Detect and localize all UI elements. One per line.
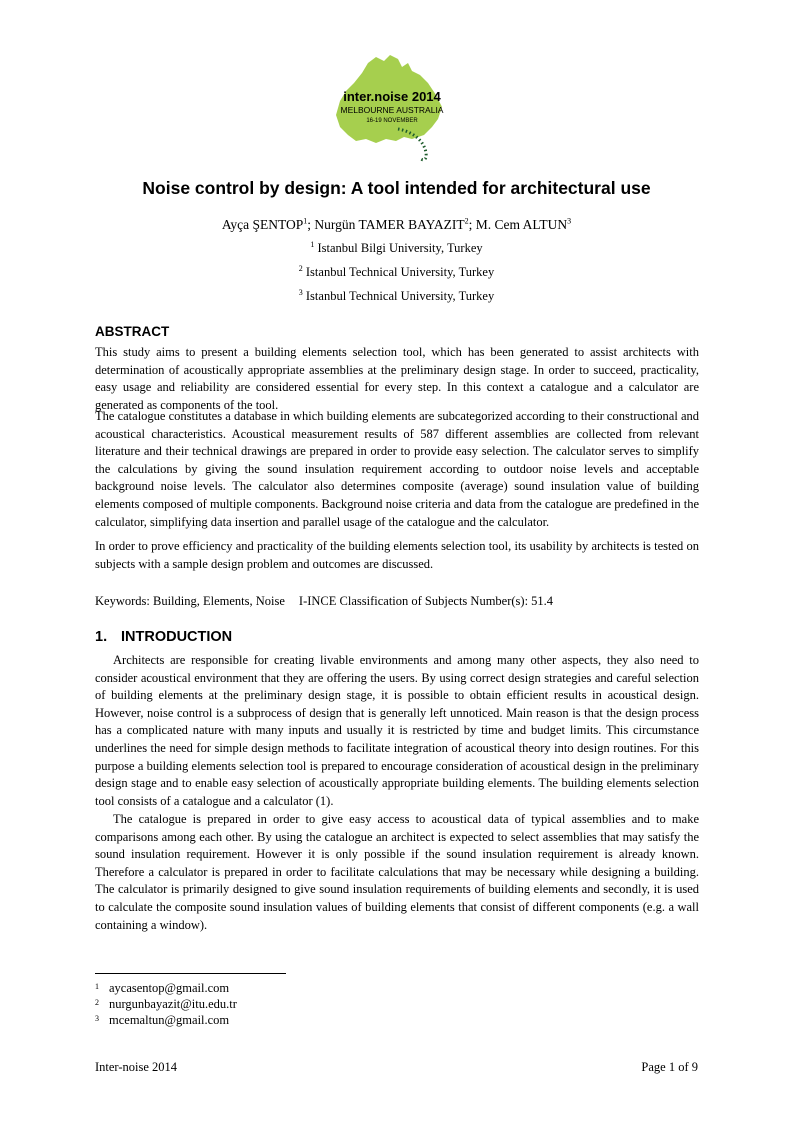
affiliation-text: Istanbul Technical University, Turkey bbox=[305, 265, 495, 279]
footnote-email: mcemaltun@gmail.com bbox=[109, 1013, 230, 1027]
abstract-paragraph: In order to prove efficiency and practicality of the building elements selection tool, its usability by architects is tested on subjects with a sample design problem and outcomes are discussed. bbox=[95, 539, 699, 571]
footnote-mark: 3 bbox=[95, 1014, 99, 1023]
abstract-paragraph: This study aims to present a building elements selection tool, which has been generated to assist architects with determination of acoustically appropriate assemblies at the preliminary design stage. In order to succeed, practicality, easy usage and reliability are considered essential for every step. In this context a catalogue and a calculator are generated as components of the tool. bbox=[95, 345, 699, 412]
footnote-mark: 1 bbox=[95, 982, 99, 991]
author-name: Nurgün TAMER BAYAZIT bbox=[314, 217, 465, 232]
logo-dates: 16-19 NOVEMBER bbox=[366, 118, 418, 124]
affiliation-mark: 2 bbox=[298, 263, 303, 273]
footnote-email: aycasentop@gmail.com bbox=[109, 981, 230, 995]
section-number: 1. bbox=[95, 629, 108, 645]
author-separator: ; bbox=[468, 217, 476, 232]
keywords: Keywords: Building, Elements, Noise bbox=[95, 594, 285, 608]
author-affiliation-mark: 2 bbox=[464, 216, 469, 226]
affiliation-mark: 1 bbox=[310, 239, 315, 249]
logo-title: inter.noise 2014 bbox=[343, 89, 441, 104]
affiliation bbox=[0, 241, 793, 256]
affiliation bbox=[0, 265, 793, 280]
affiliation bbox=[0, 289, 793, 304]
introduction-paragraph: Architects are responsible for creating livable environments and among many other aspects, they also need to consider acoustical environment that they are offering the users. By using correct design strategies and careful selection of building elements at the preliminary design stage, it is possible to obtain efficient results in acoustical design. However, noise control is a subprocess of design that is generally left unnoticed. Main reason is that the design process has a complicated nature with many inputs and usually it is restricted by time and budget limits. This circumstance underlines the need for simple design methods to facilitate integration of acoustical theory into design routines. For this purpose a building elements selection tool is prepared to encourage consideration of acoustical design in the preliminary design stage and to enable easy selection of acoustically appropriate building elements. The building elements selection tool consists of a catalogue and a calculator (1). bbox=[95, 653, 699, 808]
keywords-line bbox=[95, 594, 553, 609]
author-affiliation-mark: 3 bbox=[567, 216, 572, 226]
affiliation-text: Istanbul Bilgi University, Turkey bbox=[317, 241, 483, 255]
footnote bbox=[95, 1013, 229, 1028]
paper-title: Noise control by design: A tool intended for architectural use bbox=[142, 178, 651, 198]
introduction-heading bbox=[95, 629, 232, 645]
author-line bbox=[0, 217, 793, 233]
affiliation-mark: 3 bbox=[298, 287, 303, 297]
footnote bbox=[95, 981, 229, 996]
footnote-divider bbox=[95, 973, 286, 974]
footnote-mark: 2 bbox=[95, 998, 99, 1007]
footer-conference: Inter-noise 2014 bbox=[95, 1060, 178, 1074]
author-name: M. Cem ALTUN bbox=[475, 217, 568, 232]
footnote bbox=[95, 997, 237, 1012]
affiliation-text: Istanbul Technical University, Turkey bbox=[305, 289, 495, 303]
author-affiliation-mark: 1 bbox=[303, 216, 308, 226]
author-name: Ayça ŞENTOP bbox=[221, 217, 304, 232]
classification: I-INCE Classification of Subjects Number(s): 51.4 bbox=[298, 594, 554, 608]
section-title: INTRODUCTION bbox=[121, 629, 233, 645]
conference-logo bbox=[332, 55, 452, 163]
introduction-paragraph: The catalogue is prepared in order to give easy access to acoustical data of typical assemblies and to make comparisons among each other. By using the catalogue an architect is expected to select assemblies that may satisfy the sound insulation requirement. However it is only possible if the sound insulation requirement is already known. Therefore a calculator is prepared in order to facilitate calculations that may be necessary while designing a building. The calculator is primarily designed to give sound insulation requirements of building elements and secondly, it is used to calculate the composite sound insulation values of building elements that consist of different components (e.g. a wall containing a window). bbox=[95, 812, 699, 932]
abstract-paragraph: The catalogue constitutes a database in which building elements are subcategorized according to their constructional and acoustical characteristics. Acoustical measurement results of 587 different assemblies are collected from relevant literature and their technical drawings are prepared in order to provide easy selection. The calculator serves to simplify the calculations by giving the sound insulation requirement according to outdoor noise levels and acceptable background noise levels. The calculator also determines composite (average) sound insulation value of building elements composed of multiple components. Background noise criteria and data from the catalogue are predefined in the calculator, simplifying data insertion and parallel usage of the catalogue and the calculator. bbox=[95, 409, 699, 529]
footnote-email: nurgunbayazit@itu.edu.tr bbox=[109, 997, 237, 1011]
logo-location: MELBOURNE AUSTRALIA bbox=[340, 105, 444, 115]
footer-page-number: Page 1 of 9 bbox=[641, 1060, 698, 1074]
author-separator: ; bbox=[307, 217, 315, 232]
abstract-heading: ABSTRACT bbox=[95, 324, 170, 339]
